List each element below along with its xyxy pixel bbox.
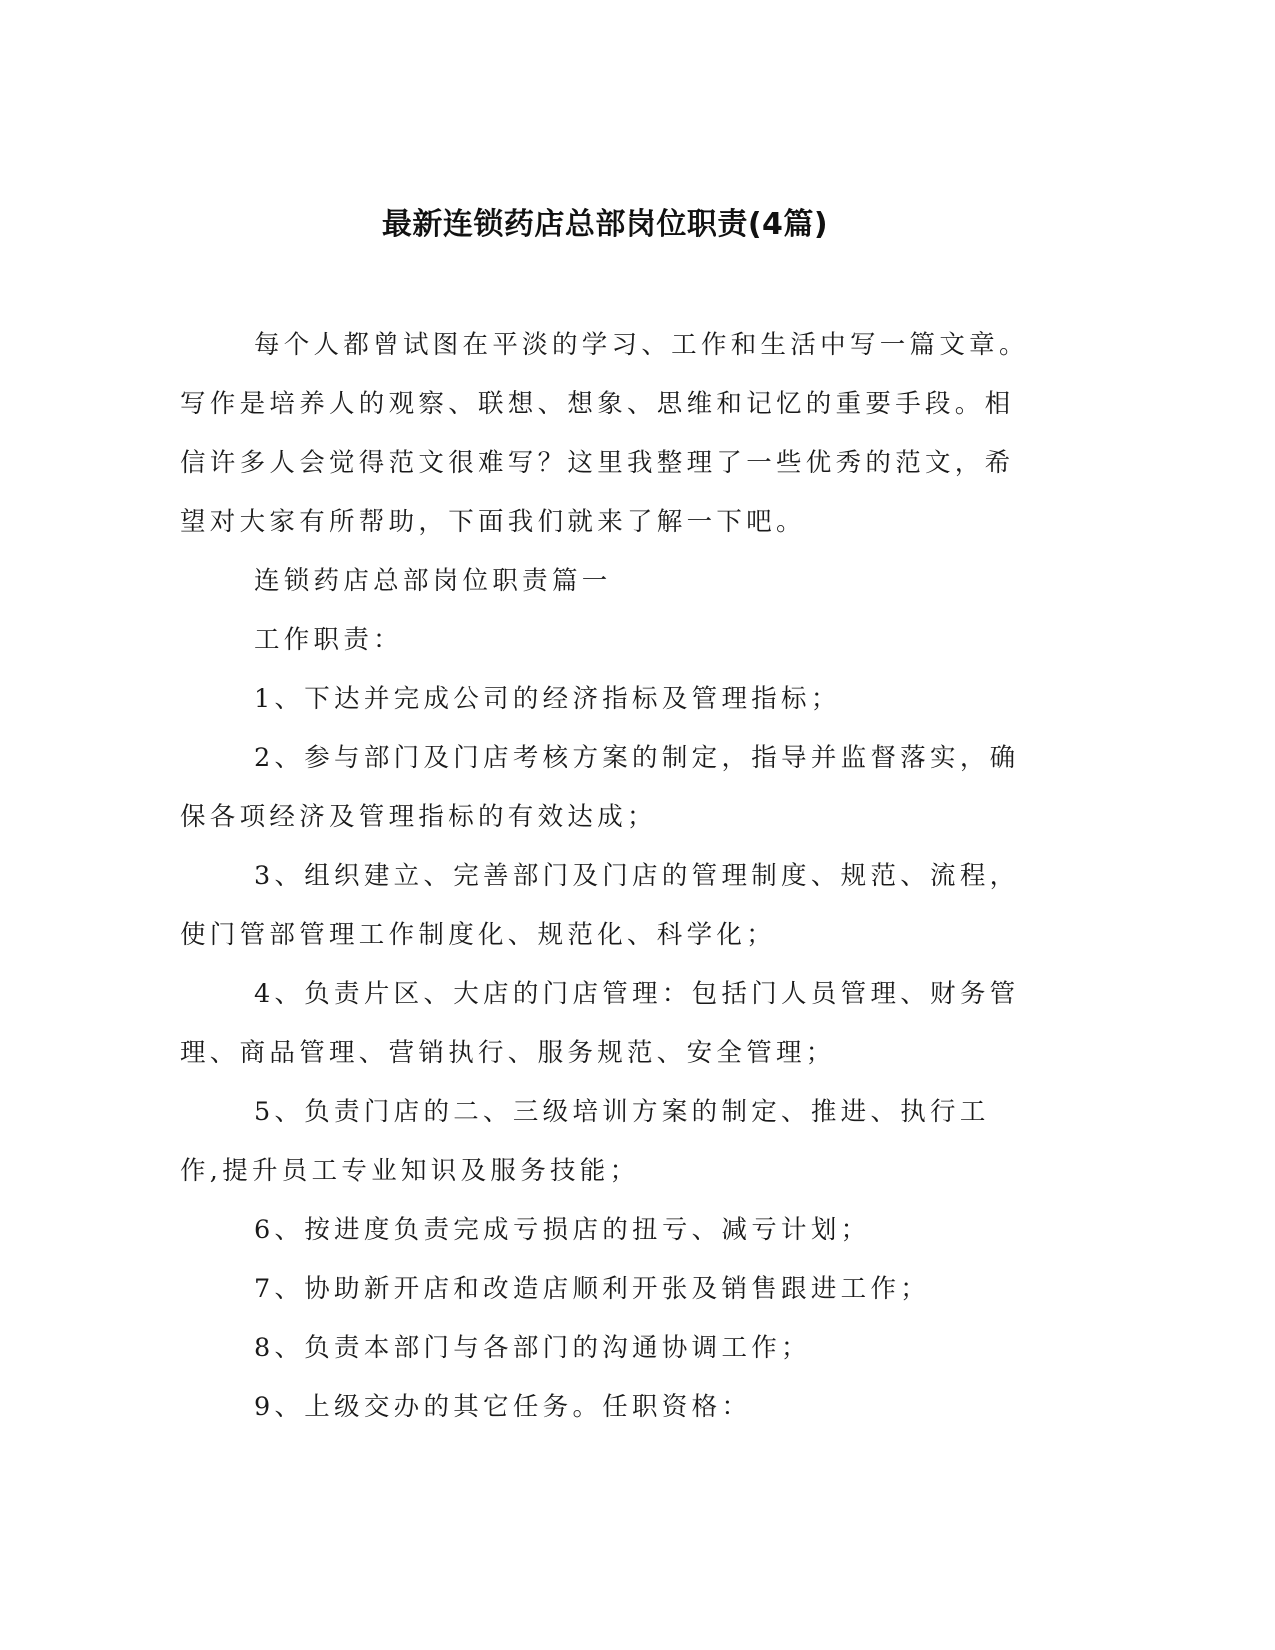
duty-item-3: 3、组织建立、完善部门及门店的管理制度、规范、流程，使门管部管理工作制度化、规范化、科学化； [180, 861, 1020, 950]
duty-item-4: 4、负责片区、大店的门店管理：包括门人员管理、财务管理、商品管理、营销执行、服务规范、安全管理； [180, 979, 1020, 1068]
intro-paragraph: 每个人都曾试图在平淡的学习、工作和生活中写一篇文章。写作是培养人的观察、联想、想象、思维和记忆的重要手段。相信许多人会觉得范文很难写？这里我整理了一些优秀的范文，希望对大家有所帮助，下面我们就来了解一下吧。 [180, 330, 1029, 537]
duty-item-2: 2、参与部门及门店考核方案的制定，指导并监督落实，确保各项经济及管理指标的有效达成； [180, 743, 1020, 832]
duty-item-5: 5、负责门店的二、三级培训方案的制定、推进、执行工作,提升员工专业知识及服务技能； [180, 1097, 990, 1186]
duty-item-1: 1、下达并完成公司的经济指标及管理指标； [253, 684, 841, 714]
duty-item-8: 8、负责本部门与各部门的沟通协调工作； [253, 1333, 811, 1363]
duties-label: 工作职责： [253, 625, 403, 655]
duty-item-7: 7、协助新开店和改造店顺利开张及销售跟进工作； [253, 1274, 931, 1304]
section-heading: 连锁药店总部岗位职责篇一 [253, 566, 612, 596]
duty-item-6: 6、按进度负责完成亏损店的扭亏、减亏计划； [253, 1215, 871, 1245]
duty-item-9: 9、上级交办的其它任务。任职资格： [253, 1392, 752, 1422]
document-body [180, 316, 1030, 1437]
document-title: 最新连锁药店总部岗位职责(4篇) [381, 207, 829, 242]
